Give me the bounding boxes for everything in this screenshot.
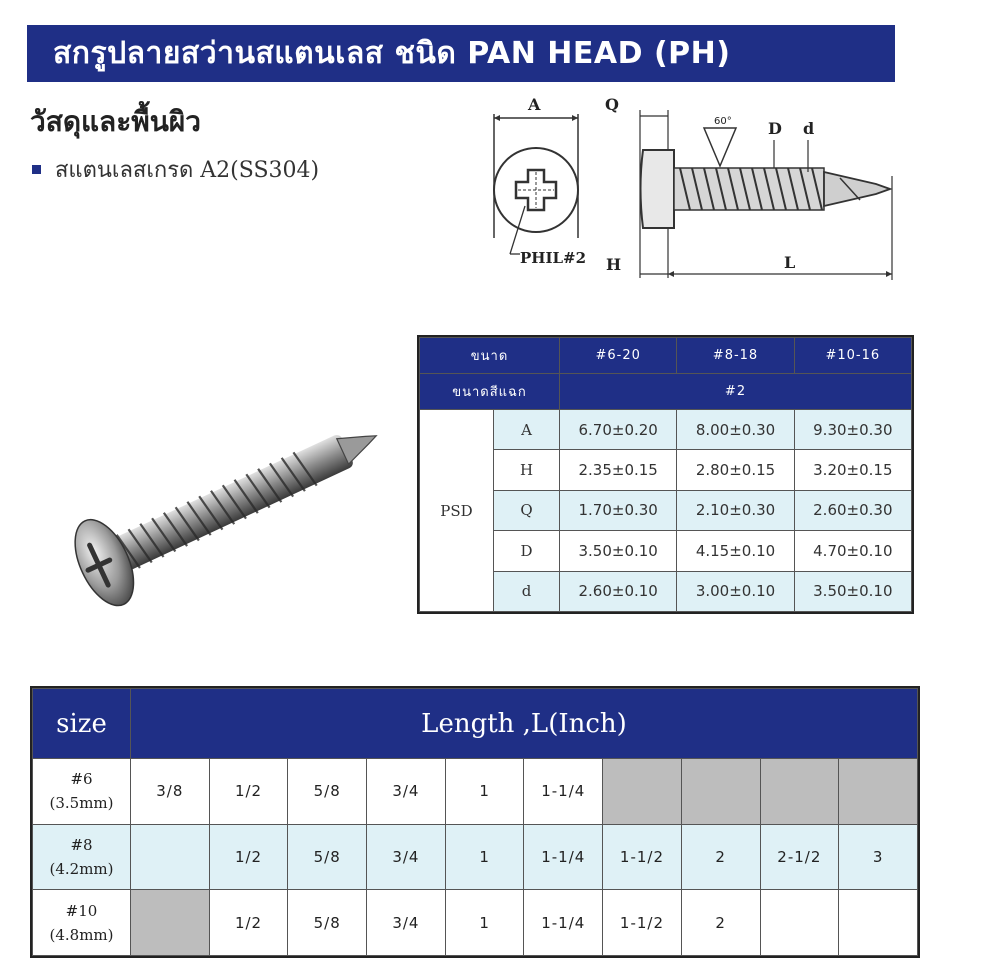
label-A: A <box>528 95 541 114</box>
header-bit-size: ขนาดสีแฉก <box>420 374 560 410</box>
psd-dimension-table <box>417 335 914 614</box>
length-cell: 3/4 <box>367 759 446 825</box>
length-cell: 1-1/2 <box>603 824 682 890</box>
length-cell: 1/2 <box>209 824 288 890</box>
header-length: Length ,L(Inch) <box>131 689 918 759</box>
length-cell: 3 <box>839 824 918 890</box>
dim-label: Q <box>494 490 560 530</box>
length-cell: 1/2 <box>209 759 288 825</box>
dim-value: 3.00±0.10 <box>677 571 794 611</box>
dim-value: 1.70±0.30 <box>560 490 677 530</box>
screw-side-view <box>640 110 892 280</box>
header-size: size <box>33 689 131 759</box>
dim-label: A <box>494 410 560 450</box>
length-cell <box>760 890 839 956</box>
length-cell: 2 <box>681 890 760 956</box>
length-cell: 1 <box>445 759 524 825</box>
length-cell-empty <box>839 759 918 825</box>
dim-label: d <box>494 571 560 611</box>
length-cell <box>131 824 210 890</box>
length-cell: 1-1/2 <box>603 890 682 956</box>
header-size-2: #8-18 <box>677 338 794 374</box>
dim-value: 3.50±0.10 <box>560 531 677 571</box>
length-cell: 2 <box>681 824 760 890</box>
bit-size-value: #2 <box>560 374 912 410</box>
dim-value: 4.15±0.10 <box>677 531 794 571</box>
label-D: D <box>768 119 782 138</box>
length-cell: 1-1/4 <box>524 890 603 956</box>
dim-value: 2.80±0.15 <box>677 450 794 490</box>
dim-value: 8.00±0.30 <box>677 410 794 450</box>
dim-value: 2.60±0.10 <box>560 571 677 611</box>
length-cell: 3/8 <box>131 759 210 825</box>
length-cell-empty <box>603 759 682 825</box>
label-L: L <box>784 253 796 272</box>
head-front-view <box>494 114 578 254</box>
dim-value: 4.70±0.10 <box>794 531 911 571</box>
dim-value: 2.35±0.15 <box>560 450 677 490</box>
dim-value: 6.70±0.20 <box>560 410 677 450</box>
dim-value: 2.10±0.30 <box>677 490 794 530</box>
length-cell: 1/2 <box>209 890 288 956</box>
dim-value: 3.20±0.15 <box>794 450 911 490</box>
length-cell <box>839 890 918 956</box>
size-label: #8 (4.2mm) <box>33 824 131 890</box>
label-phil: PHIL#2 <box>520 249 587 267</box>
size-label: #10 (4.8mm) <box>33 890 131 956</box>
dim-value: 9.30±0.30 <box>794 410 911 450</box>
dim-label: H <box>494 450 560 490</box>
size-label: #6 (3.5mm) <box>33 759 131 825</box>
label-angle: 60° <box>714 116 732 127</box>
screw-product-image <box>30 395 390 625</box>
length-cell-empty <box>131 890 210 956</box>
dim-value: 3.50±0.10 <box>794 571 911 611</box>
material-text: สแตนเลสเกรด A2(SS304) <box>55 158 320 183</box>
length-cell: 1 <box>445 824 524 890</box>
length-cell: 3/4 <box>367 890 446 956</box>
header-size: ขนาด <box>420 338 560 374</box>
length-cell: 1-1/4 <box>524 759 603 825</box>
length-cell-empty <box>760 759 839 825</box>
label-H: H <box>606 255 622 274</box>
dim-label: D <box>494 531 560 571</box>
psd-group-label: PSD <box>420 410 494 612</box>
header-size-3: #10-16 <box>794 338 911 374</box>
dim-value: 2.60±0.30 <box>794 490 911 530</box>
label-d: d <box>803 119 815 138</box>
length-cell: 2-1/2 <box>760 824 839 890</box>
bullet-square-icon <box>32 165 41 174</box>
length-cell-empty <box>681 759 760 825</box>
material-line <box>32 152 319 187</box>
length-cell: 5/8 <box>288 824 367 890</box>
length-cell: 1-1/4 <box>524 824 603 890</box>
section-heading: วัสดุและพื้นผิว <box>30 105 201 138</box>
label-Q: Q <box>605 95 619 114</box>
page-title: สกรูปลายสว่านสแตนเลส ชนิด PAN HEAD (PH) <box>27 25 895 82</box>
header-size-1: #6-20 <box>560 338 677 374</box>
screw-dimension-diagram <box>480 88 920 288</box>
length-table <box>30 686 920 958</box>
length-cell: 5/8 <box>288 890 367 956</box>
length-cell: 3/4 <box>367 824 446 890</box>
length-cell: 1 <box>445 890 524 956</box>
length-cell: 5/8 <box>288 759 367 825</box>
